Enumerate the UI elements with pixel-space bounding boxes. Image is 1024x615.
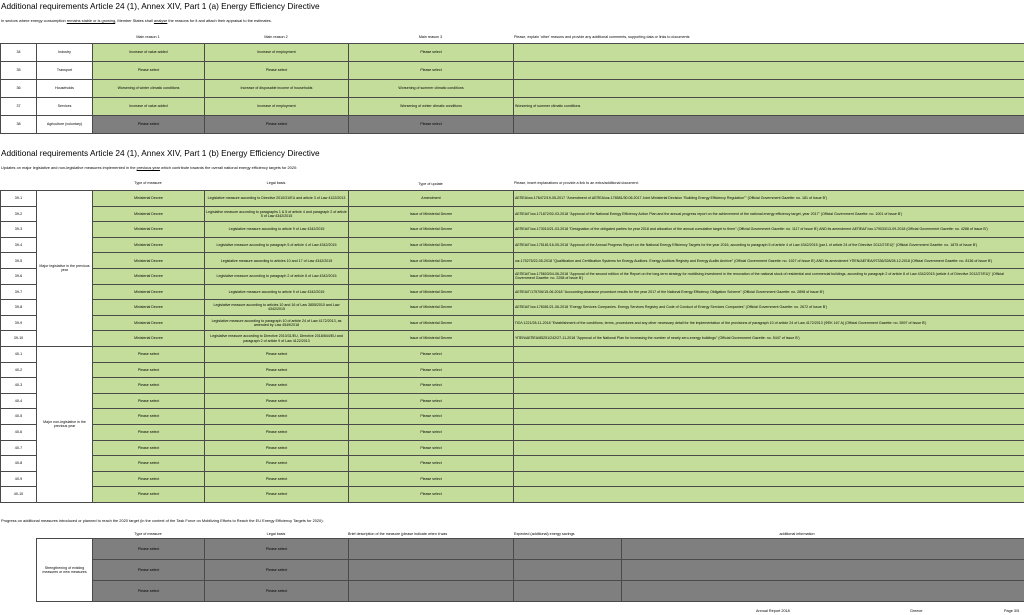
note-underlined: analyse: [153, 18, 168, 23]
row-number: 38: [1, 116, 37, 134]
explanation-field[interactable]: [514, 362, 1024, 378]
type-of-update-select[interactable]: Please select: [349, 362, 514, 378]
col-header-explanations: Please, insert explanations or provide a link to an extra/additional document:: [514, 181, 639, 185]
type-of-measure-select[interactable]: Please select: [93, 560, 205, 581]
type-of-measure-select[interactable]: Ministerial Decree: [93, 253, 205, 269]
main-reason-3-select[interactable]: Please select: [349, 62, 514, 80]
sector-label: Transport: [37, 62, 93, 80]
type-of-update-select[interactable]: Issue of Ministerial Decree: [349, 300, 514, 316]
main-reason-2-select[interactable]: Increase of disposable income of households: [205, 80, 349, 98]
col-header-other-reasons: Please, explain 'other' reasons and provide any additional comments, supporting data or links to documents: [514, 35, 690, 39]
note-text: In sectors where energy consumption: [1, 18, 67, 23]
type-of-update-select[interactable]: Please select: [349, 393, 514, 409]
description-field[interactable]: [349, 560, 514, 581]
sector-label: Industry: [37, 44, 93, 62]
table-row: [1, 487, 1024, 503]
additional-info-field[interactable]: [622, 581, 1024, 602]
type-of-update-select[interactable]: Issue of Ministerial Decree: [349, 315, 514, 331]
explanation-field[interactable]: ΔΕΠΕΑ/Γ/175706/15-06-2018 "Accounting clearance procedure results for the year 2017 of the National Energy Efficiency Obligation Scheme" (Official Government Gazette: no. 2898 of Issue Β'): [514, 284, 1024, 300]
col-header-type-of-update: Type of update: [418, 182, 443, 186]
row-number: 40-10: [1, 487, 37, 503]
table-row: [1, 393, 1024, 409]
explanation-field[interactable]: ΔΕΠΕΑ/Γ/οικ.175181/16-05-2018 "Approval of the Annual Progress Report on the National Energy Efficiency Targets for the year 2016, according to paragraph 5 of article 4 of Law 4342/2015 (par.1 of article 24 of the Directive 2012/27/EU)" (Official Government Gazette: no. 1875 of Issue Β'): [514, 237, 1024, 253]
legal-basis-select[interactable]: Legislative measure according to articles 10 and 17 of Law 4342/2015: [205, 253, 349, 269]
row-number: 40-5: [1, 409, 37, 425]
legal-basis-select[interactable]: Legislative measure according to paragraph 2 of article 8 of Law 4342/2015: [205, 268, 349, 284]
type-of-update-select[interactable]: Issue of Ministerial Decree: [349, 206, 514, 222]
type-of-measure-select[interactable]: Ministerial Decree: [93, 206, 205, 222]
legal-basis-select[interactable]: Legislative measure according to paragraphs 1 & 5 of article 4 and paragraph 2 of article 5 of Law 4342/2015: [205, 206, 349, 222]
table-row: [1, 346, 1024, 362]
main-reason-3-select[interactable]: Worsening of summer climatic conditions: [349, 80, 514, 98]
explanation-field[interactable]: ΔΕΠΕΑ/Γ/οικ.175603/04-06-2018 "Approval of the second edition of the Report on the long-term strategy for mobilising investment in the renovation of the national stock of residential and commercial buildings, according to paragraph 2 of article 8 of Law 4342/2015 (article 4 of Directive 2012/27/EU)" (Official Government Gazette: no. 2258 of Issue Β'): [514, 268, 1024, 284]
type-of-update-select[interactable]: Please select: [349, 456, 514, 472]
row-number: 40-6: [1, 424, 37, 440]
table-row: [1, 222, 1024, 238]
explanation-field[interactable]: [514, 440, 1024, 456]
table-row: [37, 560, 1024, 581]
row-number: 39-10: [1, 331, 37, 347]
table-row: [1, 424, 1024, 440]
table-row: [37, 581, 1024, 602]
table-row: [1, 456, 1024, 472]
col-header-c-legal: Legal basis: [266, 532, 286, 536]
row-number: 40-2: [1, 362, 37, 378]
row-number: 40-9: [1, 471, 37, 487]
table-row: [1, 378, 1024, 394]
row-number: 40-1: [1, 346, 37, 362]
type-of-update-select[interactable]: Please select: [349, 424, 514, 440]
main-reason-2-select[interactable]: Please select: [205, 116, 349, 134]
main-reason-1-select[interactable]: Worsening of winter climatic conditions: [93, 80, 205, 98]
note-text: Updates on major legislative and non-legislative measures implemented in the: [1, 165, 137, 170]
legal-basis-select[interactable]: Please select: [205, 456, 349, 472]
main-reason-1-select[interactable]: Please select: [93, 116, 205, 134]
table-row: [1, 300, 1024, 316]
row-number: 39-5: [1, 253, 37, 269]
additional-info-field[interactable]: [622, 539, 1024, 560]
main-reason-1-select[interactable]: Increase of value added: [93, 44, 205, 62]
table-row: [1, 315, 1024, 331]
row-number: 39-6: [1, 268, 37, 284]
col-header-main-reason-2: Main reason 2: [264, 35, 288, 39]
type-of-update-select[interactable]: Issue of Ministerial Decree: [349, 284, 514, 300]
row-number: 40-7: [1, 440, 37, 456]
col-header-c-type: Type of measure: [134, 532, 162, 536]
type-of-measure-select[interactable]: Please select: [93, 456, 205, 472]
col-header-legal-basis: Legal basis: [266, 181, 286, 185]
explanation-field[interactable]: ΠΟΛ 1221/28-11-2018 "Establishment of the conditions, terms, procedures and any other necessary detail for the implementation of the provisions of paragraph 10 of article 24 of Law 4172/2013 (ΦΕΚ 167 Α) (Official Government Gazette: no. 5597 of Issue Β'): [514, 315, 1024, 331]
explanation-field[interactable]: [514, 471, 1024, 487]
section-b-note: [1, 165, 297, 170]
main-reason-2-select[interactable]: Increase of employment: [205, 44, 349, 62]
section-b-title: Additional requirements Article 24 (1), Annex XIV, Part 1 (b) Energy Efficiency Directive: [1, 148, 320, 158]
type-of-update-select[interactable]: Please select: [349, 378, 514, 394]
type-of-measure-select[interactable]: Please select: [93, 440, 205, 456]
footer-country: Greece: [910, 609, 923, 613]
legal-basis-select[interactable]: Please select: [205, 346, 349, 362]
col-header-type-of-measure: Type of measure: [134, 181, 162, 185]
section-a-title: Additional requirements Article 24 (1), Annex XIV, Part 1 (a) Energy Efficiency Directive: [1, 1, 320, 11]
legal-basis-select[interactable]: Please select: [205, 560, 349, 581]
note-text: , Member States shall: [115, 18, 154, 23]
type-of-update-select[interactable]: Issue of Ministerial Decree: [349, 268, 514, 284]
other-reasons-field[interactable]: [514, 62, 1024, 80]
type-of-measure-select[interactable]: Ministerial Decree: [93, 284, 205, 300]
type-of-update-select[interactable]: Issue of Ministerial Decree: [349, 222, 514, 238]
type-of-measure-select[interactable]: Please select: [93, 424, 205, 440]
table-row: [1, 409, 1024, 425]
col-header-c-info: additional information: [779, 532, 815, 536]
other-reasons-field[interactable]: [514, 80, 1024, 98]
row-number: 39-1: [1, 191, 37, 207]
sector-reasons-table: [0, 43, 1024, 134]
table-row: [1, 80, 1024, 98]
expected-savings-field[interactable]: [514, 581, 622, 602]
main-reason-3-select[interactable]: Please select: [349, 116, 514, 134]
explanation-field[interactable]: ΔΕΠΕΑ/Γ/οικ.173010/21-03-2018 "Designation of the obligated parties for year 2018 and allocation of the annual cumulative target to them" (Official Government Gazette: no. 1117 of Issue Β') AND its amendment ΔΕΠΕΑ/Γ/οικ.179033/13-09-2018 (Official Government Gazette: no. 4288 of Issue Β'): [514, 222, 1024, 238]
table-row: [1, 237, 1024, 253]
main-reason-2-select[interactable]: Increase of employment: [205, 98, 349, 116]
table-row: [1, 471, 1024, 487]
type-of-measure-select[interactable]: Ministerial Decree: [93, 222, 205, 238]
row-number: 39-2: [1, 206, 37, 222]
type-of-measure-select[interactable]: Please select: [93, 539, 205, 560]
legal-basis-select[interactable]: Please select: [205, 539, 349, 560]
row-number: 39-3: [1, 222, 37, 238]
main-reason-2-select[interactable]: Please select: [205, 62, 349, 80]
legal-basis-select[interactable]: Legislative measure according to articles 10 and 16 of Law 3855/2010 and Law 4342/2015: [205, 300, 349, 316]
legal-basis-select[interactable]: Legislative measure according to paragraph 5 of article 4 of Law 4342/2015: [205, 237, 349, 253]
legal-basis-select[interactable]: Please select: [205, 424, 349, 440]
note-underlined: remains stable or is growing: [66, 18, 116, 23]
row-number: 39-4: [1, 237, 37, 253]
table-row: [1, 253, 1024, 269]
legal-basis-select[interactable]: Please select: [205, 440, 349, 456]
row-number: 39-7: [1, 284, 37, 300]
type-of-update-select[interactable]: Amendment: [349, 191, 514, 207]
type-of-measure-select[interactable]: Ministerial Decree: [93, 315, 205, 331]
type-of-update-select[interactable]: Issue of Ministerial Decree: [349, 237, 514, 253]
main-reason-1-select[interactable]: Please select: [93, 62, 205, 80]
expected-savings-field[interactable]: [514, 560, 622, 581]
explanation-field[interactable]: ΔΕΠΕΑ/οικ.176472/19-05-2017 "Amendment of ΔΕΠΕΑ/οικ.178581/30.06.2017 Joint Ministerial Decision "Building Energy Efficiency Regulation"" (Official Government Gazette: no. 181 of Issue Β'): [514, 191, 1024, 207]
group-label-legislative: Major legislative in the previous year: [37, 191, 93, 347]
row-number: 34: [1, 44, 37, 62]
type-of-measure-select[interactable]: Please select: [93, 471, 205, 487]
type-of-measure-select[interactable]: Ministerial Decree: [93, 191, 205, 207]
description-field[interactable]: [349, 539, 514, 560]
legal-basis-select[interactable]: Please select: [205, 581, 349, 602]
section-a-note: [1, 18, 272, 23]
type-of-measure-select[interactable]: Ministerial Decree: [93, 300, 205, 316]
explanation-field[interactable]: [514, 378, 1024, 394]
table-row: [1, 284, 1024, 300]
type-of-update-select[interactable]: Please select: [349, 471, 514, 487]
type-of-measure-select[interactable]: Please select: [93, 581, 205, 602]
main-reason-3-select[interactable]: Please select: [349, 44, 514, 62]
note-text: the reasons for it and attach their appraisal to the estimates.: [167, 18, 272, 23]
additional-info-field[interactable]: [622, 560, 1024, 581]
explanation-field[interactable]: ΥΠΕΝ/ΔΕΠΕΑ/85251/242/27-11-2018 "Approval of the National Plan for increasing the number of nearly zero-energy buildings" (Official Government Gazette: no. 5447 of Issue Β'): [514, 331, 1024, 347]
other-reasons-field[interactable]: [514, 116, 1024, 134]
type-of-measure-select[interactable]: Ministerial Decree: [93, 331, 205, 347]
type-of-measure-select[interactable]: Please select: [93, 487, 205, 503]
col-header-main-reason-3: Main reason 3: [418, 35, 443, 39]
explanation-field[interactable]: [514, 487, 1024, 503]
sector-label: Agriculture (voluntary): [37, 116, 93, 134]
type-of-update-select[interactable]: Please select: [349, 409, 514, 425]
table-row: [37, 539, 1024, 560]
type-of-measure-select[interactable]: Please select: [93, 362, 205, 378]
note-text: which contribute towards the overall national energy efficiency targets for 2020:: [159, 165, 298, 170]
type-of-measure-select[interactable]: Ministerial Decree: [93, 268, 205, 284]
legal-basis-select[interactable]: Please select: [205, 409, 349, 425]
type-of-update-select[interactable]: Issue of Ministerial Decree: [349, 331, 514, 347]
legal-basis-select[interactable]: Please select: [205, 362, 349, 378]
legal-basis-select[interactable]: Legislative measure according to Directive 2010/31/EU, Directive 2018/844/EU and paragraph 2 of article 9 of Law 4122/2013: [205, 331, 349, 347]
sector-label: Services: [37, 98, 93, 116]
explanation-field[interactable]: ΔΕΠΕΑ/Γ/οικ.171872/02-03-2018 "Approval of the National Energy Efficiency Action Plan and the annual progress report on the achievement of the national energy efficiency target, year 2017" (Official Government Gazette: no. 1001 of Issue Β'): [514, 206, 1024, 222]
explanation-field[interactable]: [514, 409, 1024, 425]
type-of-update-select[interactable]: Please select: [349, 487, 514, 503]
footer-report: Annual Report 2018: [756, 609, 790, 613]
explanation-field[interactable]: [514, 456, 1024, 472]
main-reason-3-select[interactable]: Worsening of winter climatic conditions: [349, 98, 514, 116]
row-number: 40-4: [1, 393, 37, 409]
explanation-field[interactable]: [514, 424, 1024, 440]
legal-basis-select[interactable]: Please select: [205, 487, 349, 503]
legal-basis-select[interactable]: Please select: [205, 393, 349, 409]
description-field[interactable]: [349, 581, 514, 602]
section-c-note: Progress on additional measures introduced or planned to reach the 2020 target (in the context of the Task Force on Mobilizing Efforts to Reach the EU Energy Efficiency Targets for 2020):: [1, 518, 324, 523]
row-number: 39-9: [1, 315, 37, 331]
col-header-main-reason-1: Main reason 1: [136, 35, 160, 39]
table-row: [1, 44, 1024, 62]
expected-savings-field[interactable]: [514, 539, 622, 560]
legal-basis-select[interactable]: Please select: [205, 471, 349, 487]
type-of-update-select[interactable]: Please select: [349, 440, 514, 456]
table-row: [1, 362, 1024, 378]
row-number: 37: [1, 98, 37, 116]
explanation-field[interactable]: [514, 346, 1024, 362]
table-row: [1, 440, 1024, 456]
legal-basis-select[interactable]: Please select: [205, 378, 349, 394]
legal-basis-select[interactable]: Legislative measure according to article 9 of Law 4342/2015: [205, 284, 349, 300]
type-of-measure-select[interactable]: Please select: [93, 346, 205, 362]
other-reasons-field[interactable]: [514, 44, 1024, 62]
explanation-field[interactable]: ΔΕΠΕΑ/Γ/οικ.176081/21-06-2018 "Energy Services Companies. Energy Services Registry and Code of Conduct of Energy Services Companies" (Official Government Gazette: no. 2672 of Issue Β'): [514, 300, 1024, 316]
sector-label: Households: [37, 80, 93, 98]
table-row: [1, 206, 1024, 222]
type-of-update-select[interactable]: Please select: [349, 346, 514, 362]
legal-basis-select[interactable]: Legislative measure according to article 9 of Law 4342/2015: [205, 222, 349, 238]
type-of-measure-select[interactable]: Please select: [93, 378, 205, 394]
table-row: [1, 331, 1024, 347]
row-number: 40-3: [1, 378, 37, 394]
footer-page: Page 3/5: [1004, 609, 1020, 613]
col-header-c-savings: Expected (additional) energy savings: [514, 532, 575, 536]
row-number: 35: [1, 62, 37, 80]
main-reason-1-select[interactable]: Increase of value added: [93, 98, 205, 116]
row-number: 40-8: [1, 456, 37, 472]
note-underlined: previous year: [136, 165, 160, 170]
other-reasons-field[interactable]: Worsening of summer climatic conditions: [514, 98, 1024, 116]
explanation-field[interactable]: οικ.175275/22-05-2018 "Qualification and Certification Systems for Energy Auditors. Energy Auditors Registry and Energy Audits Archive" (Official Government Gazette: no. 1927 of Issue Β') AND its amendment ΥΠΕΝ/ΔΕΠΕΑ/97336/328/28-12-2018 (Official Government Gazette: no. 8136 of Issue Β'): [514, 253, 1024, 269]
group-label-non-legislative: Major non-legislative in the previous year: [37, 346, 93, 502]
legislative-measures-table: [0, 190, 1024, 503]
type-of-measure-select[interactable]: Please select: [93, 393, 205, 409]
row-number: 39-8: [1, 300, 37, 316]
table-row: [1, 191, 1024, 207]
additional-measures-table: [36, 538, 1024, 602]
legal-basis-select[interactable]: Legislative measure according to paragraph 10 of article 24 of Law 4172/2013, as amended by Law 4549/2018: [205, 315, 349, 331]
table-row: [1, 268, 1024, 284]
row-number: 36: [1, 80, 37, 98]
table-row: [1, 98, 1024, 116]
table-row: [1, 116, 1024, 134]
table-row: [1, 62, 1024, 80]
group-label-strengthening: Strengthening of existing measures or new measures: [37, 539, 93, 602]
type-of-measure-select[interactable]: Please select: [93, 409, 205, 425]
explanation-field[interactable]: [514, 393, 1024, 409]
type-of-measure-select[interactable]: Ministerial Decree: [93, 237, 205, 253]
col-header-c-description: Brief description of the measure (please indicate when it was: [348, 532, 448, 536]
type-of-update-select[interactable]: Issue of Ministerial Decree: [349, 253, 514, 269]
legal-basis-select[interactable]: Legislative measure according to Directive 2010/31/EU and article 3 of Law 4122/2013: [205, 191, 349, 207]
